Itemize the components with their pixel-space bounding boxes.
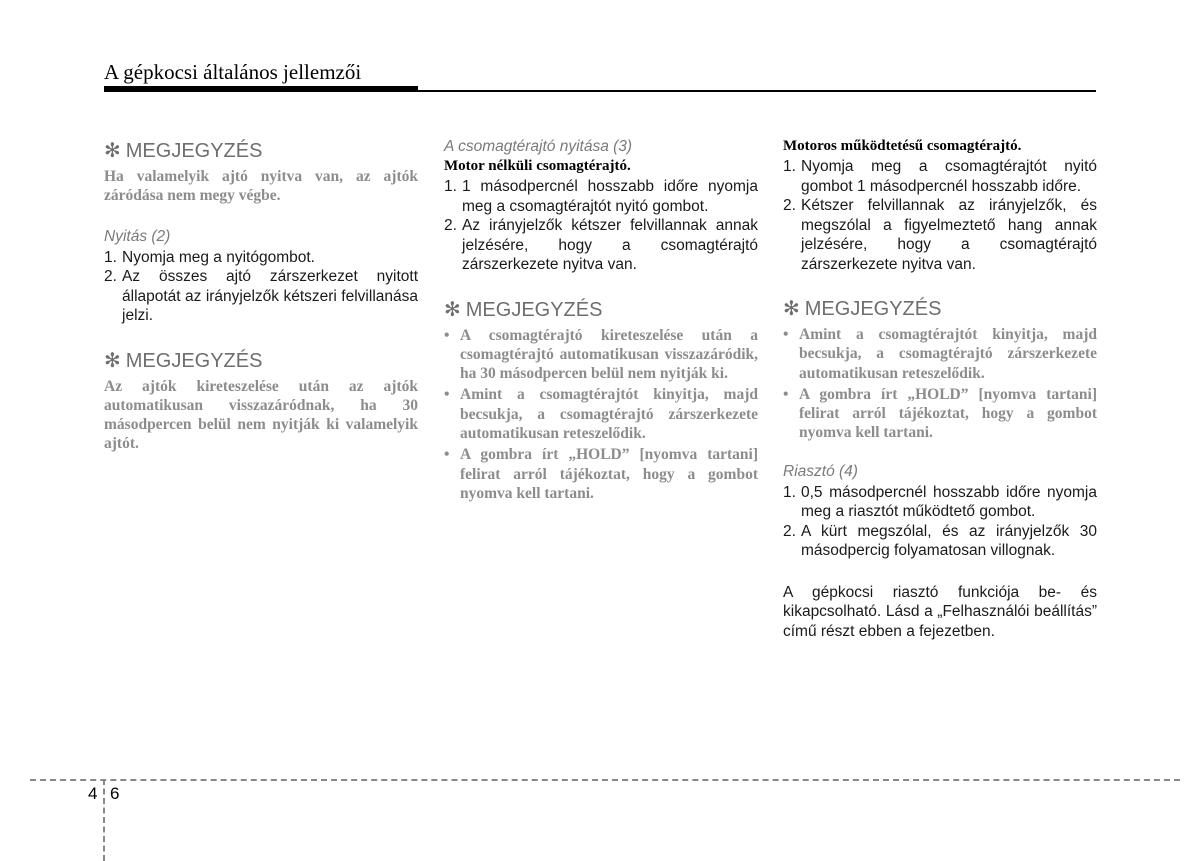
note-bullet [444, 445, 758, 503]
bullet-icon: • [444, 386, 450, 404]
list-item-number: 2. [783, 522, 796, 540]
list-item-text: Nyomja meg a csomagtérajtót nyitó gombot 1 másodpercnél hosszabb időre. [801, 158, 1097, 195]
note-heading-label: MEGJEGYZÉS [465, 298, 603, 321]
note-heading-label: MEGJEGYZÉS [125, 140, 263, 162]
note-heading [104, 138, 418, 163]
list-item-text: Kétszer felvillannak az irányjelzők, és megszólal a figyelmeztető hang annak jelzésére, hogy a csomagtérajtó zárszerkezete nyitva van. [801, 197, 1097, 273]
page-number: 6 [110, 784, 120, 803]
list-item-text: Az összes ajtó zárszerkezet nyitott állapotát az irányjelzők kétszeri felvillanása jelzi. [122, 268, 418, 325]
list-item [783, 196, 1097, 274]
list-item-text: Nyomja meg a nyitógombot. [122, 248, 315, 266]
note-bullet-text: A gombra írt „HOLD” [nyomva tartani] felirat arról tájékoztat, hogy a gombot nyomva kell tartani. [799, 385, 1097, 442]
column-left [104, 138, 418, 454]
list-item-number: 1. [783, 158, 796, 175]
list-item-number: 2. [104, 268, 117, 286]
column-middle [444, 138, 758, 505]
bullet-icon: • [444, 326, 450, 344]
list-item-text: A kürt megszólal, és az irányjelzők 30 másodpercig folyamatosan villognak. [801, 522, 1097, 560]
paragraph: A gépkocsi riasztó funkciója be- és kikapcsolható. Lásd a „Felhasználói beállítás” című részt ebben a fejezetben. [783, 583, 1097, 640]
list-item [783, 157, 1097, 196]
note-bullet-text: A csomagtérajtó kireteszelése után a csomagtérajtó automatikusan visszazáródik, ha 30 másodpercen belül nem nyitják ki. [460, 326, 758, 383]
note-heading [783, 296, 1097, 321]
column-right [783, 138, 1097, 641]
bullet-icon: • [444, 446, 450, 464]
note-heading-label: MEGJEGYZÉS [125, 349, 263, 372]
note-heading [444, 297, 758, 322]
list-item [783, 522, 1097, 561]
section-subheading: Nyitás (2) [104, 227, 171, 245]
note-bullet-text: Amint a csomagtérajtót kinyitja, majd becsukja, a csomagtérajtó zárszerkezete automatikusan reteszelődik. [799, 326, 1097, 382]
note-bullet-text: A gombra írt „HOLD” [nyomva tartani] felirat arról tájékoztat, hogy a gombot nyomva kell tartani. [460, 446, 758, 502]
section-subheading: Riasztó (4) [783, 462, 858, 480]
chapter-number: 4 [88, 784, 98, 803]
asterisk-icon: ✻ [783, 298, 800, 320]
asterisk-icon: ✻ [444, 298, 461, 321]
list-item [104, 248, 418, 268]
header-rule-thick [104, 86, 418, 92]
list-item-number: 2. [783, 197, 796, 214]
list-item-number: 2. [444, 217, 457, 234]
note-heading [104, 348, 418, 373]
note-bullet [444, 326, 758, 384]
note-bullet [444, 385, 758, 443]
list-item-number: 1. [104, 248, 117, 266]
note-text: Ha valamelyik ajtó nyitva van, az ajtók záródása nem megy végbe. [104, 168, 418, 205]
list-item-number: 1. [444, 178, 457, 195]
page-header-title: A gépkocsi általános jellemzői [104, 60, 362, 84]
list-item [444, 177, 758, 216]
section-subheading: A csomagtérajtó nyitása (3) [444, 138, 633, 155]
list-item-text: Az irányjelzők kétszer felvillannak annak jelzésére, hogy a csomagtérajtó zárszerkezete nyitva van. [462, 217, 758, 273]
asterisk-icon: ✻ [104, 140, 121, 162]
bullet-icon: • [783, 385, 789, 403]
note-bullet-text: Amint a csomagtérajtót kinyitja, majd becsukja, a csomagtérajtó zárszerkezete automatikusan reteszelődik. [460, 386, 758, 442]
asterisk-icon: ✻ [104, 349, 121, 372]
footer-dashed-divider [103, 779, 105, 861]
note-bullet [783, 385, 1097, 443]
note-heading-label: MEGJEGYZÉS [804, 298, 942, 320]
note-bullet [783, 325, 1097, 383]
header-rule-thin [418, 90, 1096, 92]
list-item-text: 1 másodpercnél hosszabb időre nyomja meg a csomagtérajtót nyitó gombot. [462, 178, 758, 215]
bold-subheading: Motoros működtetésű csomagtérajtó. [783, 138, 1022, 154]
list-item [444, 216, 758, 275]
note-text: Az ajtók kireteszelése után az ajtók automatikusan visszazáródnak, ha 30 másodpercen belül nem nyitják ki valamelyik ajtót. [104, 377, 418, 453]
footer-dashed-rule [30, 779, 1180, 781]
list-item-number: 1. [783, 483, 796, 501]
list-item [783, 483, 1097, 522]
bold-subheading: Motor nélküli csomagtérajtó. [444, 158, 631, 174]
bullet-icon: • [783, 326, 789, 343]
list-item [104, 267, 418, 326]
list-item-text: 0,5 másodpercnél hosszabb időre nyomja meg a riasztót működtető gombot. [801, 483, 1097, 521]
